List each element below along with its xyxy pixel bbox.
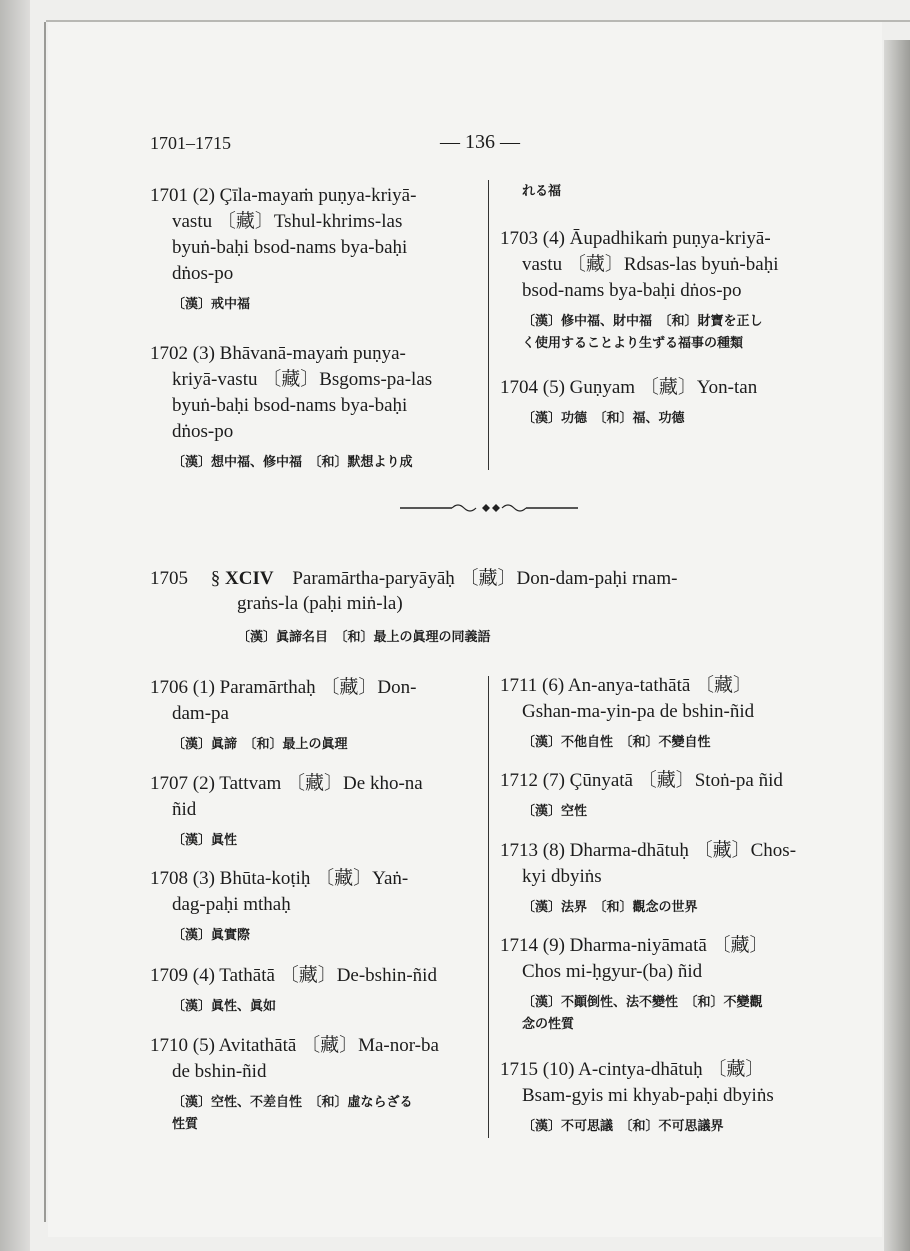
entry-1713: [500, 838, 830, 918]
scan-right-edge: [884, 40, 910, 1251]
page-number: — 136 —: [440, 131, 520, 153]
entry-line: 1702 (3) Bhāvanā-mayaṁ puṇya-: [150, 343, 406, 364]
entry-line: kriyā-vastu 〔藏〕Bsgoms-pa-las: [172, 369, 433, 390]
entry-1709: [150, 963, 478, 1017]
entry-1712: [500, 768, 830, 822]
entry-line: kyi dbyiṅs: [522, 866, 602, 887]
entry-translation: 〔漢〕不他自性 〔和〕不變自性: [522, 735, 711, 750]
scan-left-edge: [0, 0, 30, 1251]
entry-translation: 〔漢〕想中福、修中福 〔和〕默想より成: [172, 455, 413, 470]
entry-line: dṅos-po: [172, 263, 234, 284]
section-entry-number: 1705: [150, 568, 188, 589]
entry-line: Bsam-gyis mi khyab-paḥi dbyiṅs: [522, 1085, 774, 1106]
section-ornament: [400, 500, 578, 516]
entry-translation: 〔漢〕空性、不差自性 〔和〕虛ならざる: [172, 1095, 413, 1110]
entry-line: 1703 (4) Āupadhikaṁ puṇya-kriyā-: [500, 228, 771, 249]
entry-line: 1710 (5) Avitathātā 〔藏〕Ma-nor-ba: [150, 1035, 439, 1056]
entry-1701: [150, 183, 478, 315]
entry-line: byuṅ-baḥi bsod-nams bya-baḥi: [172, 237, 408, 258]
entry-line: 1701 (2) Çīla-mayaṁ puṇya-kriyā-: [150, 185, 417, 206]
entry-translation: 〔漢〕空性: [522, 804, 588, 819]
entry-translation: 〔漢〕法界 〔和〕觀念の世界: [522, 900, 698, 915]
entry-line: 1706 (1) Paramārthaḥ 〔藏〕Don-: [150, 677, 417, 698]
entry-1711: [500, 673, 830, 753]
entry-1703: [500, 226, 830, 354]
entry-1707: [150, 771, 478, 851]
entry-line: Gshan-ma-yin-pa de bshin-ñid: [522, 701, 755, 722]
entry-translation: 〔漢〕戒中福: [172, 297, 251, 312]
entry-1708: [150, 866, 478, 946]
entry-line: 1713 (8) Dharma-dhātuḥ 〔藏〕Chos-: [500, 840, 797, 861]
entry-translation: 性質: [172, 1117, 199, 1132]
entry-line: de bshin-ñid: [172, 1061, 267, 1082]
entry-translation: く使用することより生ずる福事の種類: [522, 336, 744, 351]
entry-1704: [500, 375, 830, 429]
entry-line: 1714 (9) Dharma-niyāmatā 〔藏〕: [500, 935, 769, 956]
entry-line: dag-paḥi mthaḥ: [172, 894, 291, 915]
entry-line: 1707 (2) Tattvam 〔藏〕De kho-na: [150, 773, 423, 794]
section-translation: 〔漢〕眞諦名目 〔和〕最上の眞理の同義語: [237, 630, 491, 645]
entry-1714: [500, 933, 830, 1035]
section-title: Paramārtha-paryāyāḥ 〔藏〕Don-dam-paḥi rnam-: [292, 568, 678, 589]
entry-line: bsod-nams bya-baḥi dṅos-po: [522, 280, 742, 301]
entry-1702: [150, 341, 478, 473]
entry-translation: 〔漢〕不可思議 〔和〕不可思議界: [522, 1119, 724, 1134]
entry-1702-continued: [500, 180, 830, 202]
entry-line: dam-pa: [172, 703, 229, 724]
entry-line: Chos mi-ḥgyur-(ba) ñid: [522, 961, 703, 982]
entry-translation: 〔漢〕修中福、財中福 〔和〕財寶を正し: [522, 314, 763, 329]
entry-line: 1715 (10) A-cintya-dhātuḥ 〔藏〕: [500, 1059, 765, 1080]
column-divider-bottom: [488, 676, 489, 1138]
entry-line: 1708 (3) Bhūta-koṭiḥ 〔藏〕Yaṅ-: [150, 868, 409, 889]
entry-line: byuṅ-baḥi bsod-nams bya-baḥi: [172, 395, 408, 416]
entry-translation: 〔漢〕眞性、眞如: [172, 999, 277, 1014]
section-mark: §: [210, 568, 221, 589]
section-roman-number: XCIV: [225, 568, 274, 589]
entry-translation: 念の性質: [522, 1017, 575, 1032]
entry-line: ñid: [172, 799, 197, 820]
entry-1710: [150, 1033, 478, 1135]
entry-translation: 〔漢〕眞性: [172, 833, 238, 848]
entry-1715: [500, 1057, 830, 1137]
entry-line: 1704 (5) Guṇyam 〔藏〕Yon-tan: [500, 377, 758, 398]
entry-translation: 〔漢〕功德 〔和〕福、功德: [522, 411, 685, 426]
entry-line: 1712 (7) Çūnyatā 〔藏〕Stoṅ-pa ñid: [500, 770, 783, 791]
entry-line: vastu 〔藏〕Rdsas-las byuṅ-baḥi: [522, 254, 779, 275]
entry-1706: [150, 675, 478, 755]
entry-translation: 〔漢〕眞諦 〔和〕最上の眞理: [172, 737, 348, 752]
scan-binding-line: [44, 22, 46, 1222]
section-title-continued: graṅs-la (paḥi miṅ-la): [237, 593, 403, 614]
entry-line: dṅos-po: [172, 421, 234, 442]
entry-translation: 〔漢〕不顚倒性、法不變性 〔和〕不變觀: [522, 995, 763, 1010]
entry-line: 1711 (6) An-anya-tathātā 〔藏〕: [500, 675, 753, 696]
entry-translation: れる福: [522, 184, 562, 199]
entry-line: 1709 (4) Tathātā 〔藏〕De-bshin-ñid: [150, 965, 437, 986]
column-divider-top: [488, 180, 489, 470]
section-heading: [150, 563, 677, 590]
entry-translation: 〔漢〕眞實際: [172, 928, 251, 943]
entry-line: vastu 〔藏〕Tshul-khrims-las: [172, 211, 403, 232]
entry-range-header: 1701–1715: [150, 133, 231, 153]
